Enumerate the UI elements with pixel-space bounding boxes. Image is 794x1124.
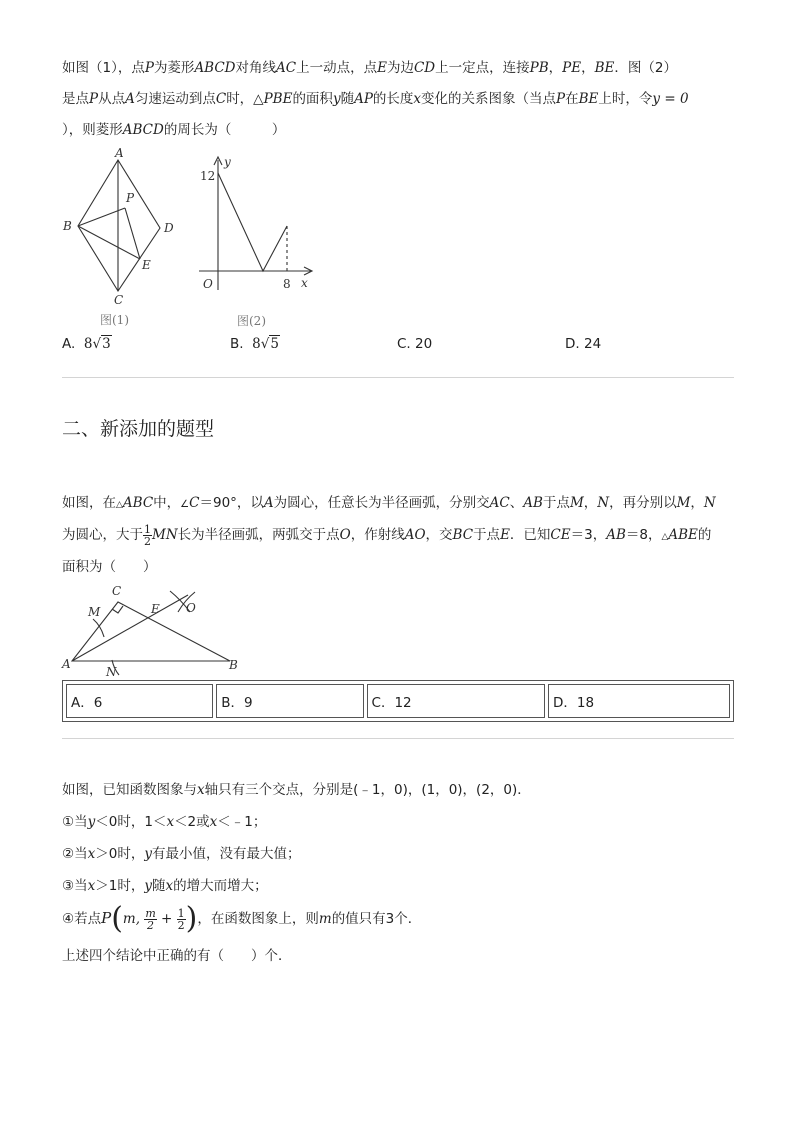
y-tick-label: 12 bbox=[200, 169, 216, 183]
fraction-m-over-2: $\frac{m}{2}$ bbox=[145, 906, 156, 932]
q2-option-d[interactable]: D．18 bbox=[548, 684, 730, 718]
fraction-one-half: $\frac{1}{2}$ bbox=[144, 522, 151, 548]
q3-statement-3: ③当x＞1时，y随x的增大而增大； bbox=[62, 878, 268, 894]
q3-statement-2: ②当x＞0时，y有最小值，没有最大值； bbox=[62, 846, 301, 862]
label-c: C bbox=[114, 293, 124, 307]
q1-option-a[interactable]: A. 8√3 bbox=[62, 336, 111, 352]
label-a: A bbox=[115, 146, 124, 160]
label-c: C bbox=[112, 584, 122, 598]
q3-statement-4: ④若点P(m, $\frac{m}{2}$ + $\frac{1}{2}$ )，在函数图象上，则m的值只有3个． bbox=[62, 901, 422, 936]
label-p: P bbox=[126, 191, 135, 205]
q1-figure-2 bbox=[195, 150, 325, 332]
x-tick-label: 8 bbox=[283, 277, 291, 291]
label-e: E bbox=[151, 602, 160, 616]
label-m: M bbox=[88, 605, 101, 619]
q2-line1: 如图，在△ABC中，∠C＝90°，以A为圆心，任意长为半径画弧，分别交AC、AB于点M，N，再分别以M，N bbox=[62, 495, 716, 511]
x-axis-label: x bbox=[301, 276, 308, 290]
q3-intro: 如图，已知函数图象与x轴只有三个交点，分别是(﹣1，0)，(1，0)，(2，0)． bbox=[62, 782, 531, 798]
q2-option-a[interactable]: A．6 bbox=[66, 684, 213, 718]
q2-option-b[interactable]: B．9 bbox=[216, 684, 363, 718]
q1-figure-1 bbox=[60, 146, 190, 331]
segment-be bbox=[78, 226, 140, 259]
q3-statement-1: ①当y＜0时，1＜x＜2或x＜﹣1； bbox=[62, 814, 267, 830]
divider-2 bbox=[62, 738, 734, 739]
q2-line2: 为圆心，大于 $\frac{1}{2}$ MN长为半径画弧，两弧交于点O，作射线AO，交BC于点E．已知CE＝3，AB＝8，△ABE的 bbox=[62, 522, 712, 548]
label-o: O bbox=[186, 601, 196, 615]
q3-conclusion: 上述四个结论中正确的有（ ）个． bbox=[62, 948, 292, 964]
q1-option-c[interactable]: C. 20 bbox=[397, 336, 433, 352]
q2-figure bbox=[60, 582, 250, 677]
origin-label: O bbox=[203, 277, 213, 291]
label-b: B bbox=[63, 219, 72, 233]
section-title: 二、新添加的题型 bbox=[62, 418, 215, 440]
q2-line3: 面积为（ ） bbox=[62, 559, 157, 575]
label-d: D bbox=[164, 221, 174, 235]
q2-option-c[interactable]: C．12 bbox=[367, 684, 545, 718]
q1-option-b[interactable]: B. 8√5 bbox=[230, 336, 279, 352]
q1-option-d[interactable]: D. 24 bbox=[565, 336, 602, 352]
label-b: B bbox=[229, 658, 238, 672]
figure-1-caption: 图(1) bbox=[100, 313, 129, 327]
fraction-one-half-2: $\frac{1}{2}$ bbox=[177, 906, 185, 932]
q2-options-table bbox=[62, 680, 734, 722]
label-e: E bbox=[142, 258, 151, 272]
label-a: A bbox=[62, 657, 71, 671]
divider-1 bbox=[62, 377, 734, 378]
q1-line2: 是点P从点A匀速运动到点C时，△PBE的面积y随AP的长度x变化的关系图象（当点P在BE上时，令y = 0 bbox=[62, 91, 689, 107]
q1-line3: ），则菱形ABCD的周长为（ ） bbox=[62, 122, 286, 138]
y-axis-label: y bbox=[224, 155, 231, 169]
q1-line1: 如图（1），点P为菱形ABCD对角线AC上一动点，点E为边CD上一定点，连接PB，PE，BE．图（2） bbox=[62, 60, 677, 76]
segment-pe bbox=[125, 208, 140, 259]
label-n: N bbox=[106, 665, 117, 677]
graph-line bbox=[218, 173, 287, 271]
figure-2-caption: 图(2) bbox=[237, 314, 266, 328]
